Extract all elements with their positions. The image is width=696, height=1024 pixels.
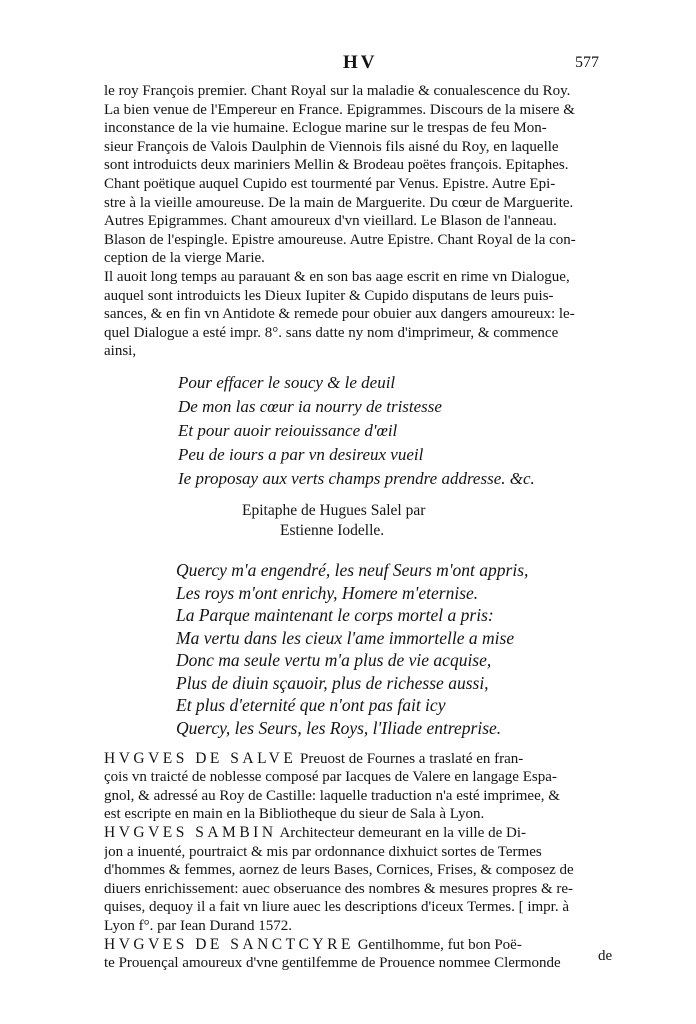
- text-line: çois vn traicté de noblesse composé par Iacques de Valere en langage Espa-: [104, 769, 557, 786]
- text-line: est escripte en main en la Bibliotheque du sieur de Sala à Lyon.: [104, 806, 485, 823]
- text-line: Chant poëtique auquel Cupido est tourmenté par Venus. Epistre. Autre Epi-: [104, 175, 556, 192]
- text-line: quel Dialogue a esté impr. 8°. sans datte ny nom d'imprimeur, & commence: [104, 324, 559, 341]
- verse-line: Peu de iours a par vn desireux vueil: [178, 444, 424, 464]
- text-line: La bien venue de l'Empereur en France. Epigrammes. Discours de la misere &: [104, 101, 575, 118]
- text-line: inconstance de la vie humaine. Eclogue marine sur le trespas de feu Mon-: [104, 120, 547, 137]
- verse-epitaph: [104, 559, 638, 740]
- catchword: de: [598, 948, 613, 964]
- verse-line: Les roys m'ont enrichy, Homere m'eternise.: [176, 582, 479, 603]
- entry-hugues-sambin: [104, 824, 638, 936]
- entry-name: HVGVES SAMBIN: [104, 824, 277, 842]
- verse-line: Quercy m'a engendré, les neuf Seurs m'ont appris,: [176, 559, 529, 580]
- verse-dialogue-opening: [104, 371, 638, 491]
- spacer: [104, 541, 638, 559]
- text-line: le roy François premier. Chant Royal sur la maladie & conualescence du Roy.: [104, 83, 571, 99]
- verse-line: Et plus d'eternité que n'ont pas fait icy: [176, 695, 446, 716]
- entry-hugues-de-sanctcyre: [104, 936, 638, 973]
- text-line: Autres Epigrammes. Chant amoureux d'vn vieillard. Le Blason de l'anneau.: [104, 213, 557, 230]
- text-line: sieur François de Valois Daulphin de Viennois fils aisné du Roy, en laquelle: [104, 138, 559, 155]
- text-line: stre à la vieille amoureuse. De la main de Marguerite. Du cœur de Marguerite.: [104, 194, 574, 211]
- text-line: auquel sont introduicts les Dieux Iupiter & Cupido disputans de leurs puis-: [104, 287, 554, 304]
- text-line: Il auoit long temps au parauant & en son bas aage escrit en rime vn Dialogue,: [104, 268, 570, 285]
- entry-first-line: [104, 936, 638, 955]
- text-line: gnol, & adressé au Roy de Castille: laquelle traduction n'a esté imprimee, &: [104, 787, 560, 804]
- text-line: d'hommes & femmes, aornez de leurs Bases, Cornices, Frises, & composez de: [104, 862, 574, 879]
- text-line: jon a inuenté, pourtraict & mis par ordonnance dixhuict sortes de Termes: [104, 843, 542, 860]
- entry-first-line: [104, 750, 638, 769]
- text-line: sont introduicts deux mariniers Mellin & Brodeau poëtes françois. Epitaphes.: [104, 157, 569, 174]
- page-body: [104, 82, 638, 973]
- spacer: [104, 361, 638, 371]
- text-line: te Prouençal amoureux d'vne gentilfemme de Prouence nommee Clermonde: [104, 955, 561, 972]
- epitaph-title-line: Estienne Iodelle.: [280, 521, 385, 539]
- running-head: HV: [343, 52, 378, 73]
- verse-line: Plus de diuin sçauoir, plus de richesse aussi,: [176, 672, 489, 693]
- verse-line: Pour effacer le soucy & le deuil: [178, 372, 396, 392]
- entry-name: HVGVES DE SALVE: [104, 749, 297, 767]
- text-line: sances, & en fin vn Antidote & remede pour obuier aux dangers amoureux: le-: [104, 306, 575, 323]
- page-header: [0, 52, 696, 76]
- epitaph-title-line: Epitaphe de Hugues Salel par: [242, 501, 426, 519]
- verse-line: Ma vertu dans les cieux l'ame immortelle a mise: [176, 627, 515, 648]
- verse-line: La Parque maintenant le corps mortel a pris:: [176, 605, 494, 626]
- entry-text: Gentilhomme, fut bon Poë-: [353, 936, 522, 953]
- page-number: 577: [575, 54, 599, 71]
- verse-line: Ie proposay aux verts champs prendre addresse. &c.: [178, 468, 535, 488]
- text-line: ception de la vierge Marie.: [104, 250, 265, 267]
- entry-name: HVGVES DE SANCTCYRE: [104, 935, 354, 953]
- entry-hugues-de-salve: [104, 750, 638, 824]
- text-line: Lyon f°. par Iean Durand 1572.: [104, 918, 293, 934]
- paragraph-works-list: [104, 82, 638, 361]
- verse-line: De mon las cœur ia nourry de tristesse: [178, 396, 442, 416]
- entry-first-line: [104, 824, 638, 843]
- epitaph-heading: [104, 501, 638, 541]
- entry-text: Architecteur demeurant en la ville de Di-: [276, 825, 527, 842]
- text-line: ainsi,: [104, 343, 137, 360]
- verse-line: Donc ma seule vertu m'a plus de vie acquise,: [176, 650, 492, 671]
- text-line: diuers enrichissement: auec obseruance des nombres & mesures propres & re-: [104, 880, 574, 897]
- verse-line: Quercy, les Seurs, les Roys, l'Iliade entreprise.: [176, 718, 502, 739]
- spacer: [104, 491, 638, 501]
- spacer: [104, 740, 638, 750]
- entry-text: Preuost de Fournes a traslaté en fran-: [296, 750, 524, 767]
- text-line: Blason de l'espingle. Epistre amoureuse. Autre Epistre. Chant Royal de la con-: [104, 231, 576, 248]
- verse-line: Et pour auoir reiouissance d'œil: [178, 420, 398, 440]
- text-line: quises, dequoy il a fait vn liure auec les descriptions d'iceux Termes. [ impr. à: [104, 899, 569, 916]
